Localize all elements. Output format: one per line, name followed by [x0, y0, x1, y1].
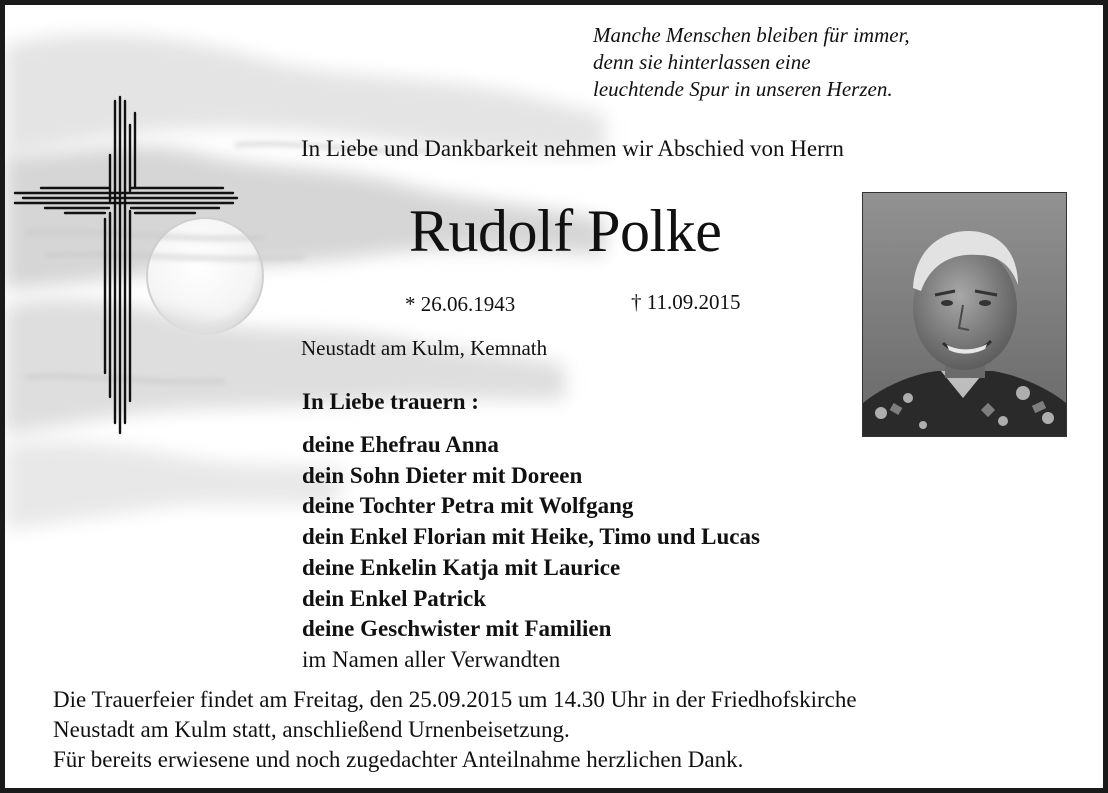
mourners-heading: In Liebe trauern :	[302, 389, 479, 414]
mourners-list	[302, 430, 760, 676]
list-item: dein Sohn Dieter mit Doreen	[302, 462, 583, 488]
list-item: deine Ehefrau Anna	[302, 432, 499, 457]
portrait-image	[863, 193, 1066, 436]
deceased-name: Rudolf Polke	[409, 198, 722, 264]
list-item: dein Enkel Florian mit Heike, Timo und Lucas	[302, 524, 760, 550]
list-item: deine Enkelin Katja mit Laurice	[302, 554, 621, 580]
quote-line: denn sie hinterlassen eine	[593, 50, 811, 74]
quote-line: Manche Menschen bleiben für immer,	[593, 23, 910, 47]
footer-line: Die Trauerfeier findet am Freitag, den 25.09.2015 um 14.30 Uhr in der Friedhofskirche	[53, 687, 857, 712]
death-date: † 11.09.2015	[631, 290, 741, 314]
list-item: dein Enkel Patrick	[302, 585, 487, 611]
footer-line: Für bereits erwiesene und noch zugedachter Anteilnahme herzlichen Dank.	[53, 747, 744, 772]
intro-text: In Liebe und Dankbarkeit nehmen wir Abschied von Herrn	[301, 136, 844, 161]
quote-line: leuchtende Spur in unseren Herzen.	[593, 77, 893, 101]
mourners-closing: im Namen aller Verwandten	[302, 646, 561, 672]
hometown: Neustadt am Kulm, Kemnath	[301, 336, 548, 360]
memorial-quote	[593, 22, 910, 103]
footer-line: Neustadt am Kulm statt, anschließend Urnenbeisetzung.	[53, 717, 570, 742]
portrait-photo	[862, 192, 1067, 437]
service-details	[53, 685, 857, 775]
list-item: deine Tochter Petra mit Wolfgang	[302, 493, 634, 519]
list-item: deine Geschwister mit Familien	[302, 616, 612, 642]
birth-date: * 26.06.1943	[405, 292, 516, 316]
